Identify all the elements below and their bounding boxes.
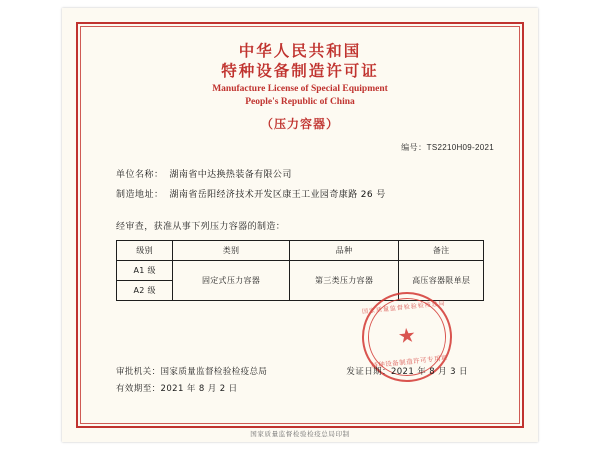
title-english-line1: Manufacture License of Special Equipment [212, 84, 388, 94]
field-list [88, 165, 512, 205]
field-label-address: 制造地址： [116, 190, 164, 200]
official-seal [358, 288, 457, 387]
seal-bottom-text: 特种设备制造许可专用章 [370, 353, 449, 370]
seal-top-text: 国家质量监督检验检疫总局 [361, 299, 447, 316]
title-chinese-line1: 中华人民共和国 [238, 42, 362, 60]
specification-table-wrapper [88, 240, 512, 301]
approval-statement: 经审查，获准从事下列压力容器的制造： [116, 222, 286, 232]
table-row [117, 261, 484, 281]
approver-value: 国家质量监督检验检疫总局 [160, 367, 268, 377]
field-row-company [116, 165, 492, 185]
certificate-number-row [88, 142, 512, 153]
issue-date-value: 2021 年 8 月 3 日 [390, 367, 468, 377]
issue-date-label: 发证日期： [346, 367, 391, 377]
table-cell-variety: 第三类压力容器 [289, 261, 399, 301]
certificate-number-label: 编号： [401, 143, 427, 152]
table-header-variety: 品种 [289, 241, 399, 261]
title-block [88, 42, 512, 132]
field-value-company: 湖南省中达换热装备有限公司 [169, 170, 292, 180]
title-chinese-line2: 特种设备制造许可证 [221, 62, 379, 80]
title-subtitle: （压力容器） [260, 117, 339, 131]
approver-label: 审批机关： [116, 367, 161, 377]
footer-row-approver [116, 364, 488, 381]
table-row [117, 281, 484, 301]
certificate-inner-area [88, 30, 512, 420]
footer-block [116, 364, 488, 398]
approver-line [116, 364, 267, 381]
table-header-note: 备注 [399, 241, 484, 261]
field-row-address [116, 185, 492, 205]
field-value-address: 湖南省岳阳经济技术开发区康王工业园奇康路 26 号 [169, 190, 386, 200]
table-cell-grade-1: A1 级 [117, 261, 173, 281]
validity-label: 有效期至： [116, 384, 161, 394]
seal-inner-ring [364, 294, 450, 380]
star-icon: ★ [396, 322, 418, 349]
certificate-number-value: TS2210H09-2021 [426, 143, 494, 152]
table-header-row [117, 241, 484, 261]
title-english-line2: People's Republic of China [245, 97, 355, 107]
table-header-grade: 级别 [117, 241, 173, 261]
validity-line [116, 381, 238, 398]
table-cell-category: 固定式压力容器 [173, 261, 290, 301]
certificate-paper [62, 8, 538, 442]
footer-row-validity [116, 381, 488, 398]
table-cell-grade-2: A2 级 [117, 281, 173, 301]
field-label-company: 单位名称： [116, 170, 164, 180]
printed-by-line: 国家质量监督检验检疫总局印制 [250, 430, 350, 438]
specification-table [116, 240, 484, 301]
table-header-category: 类别 [173, 241, 290, 261]
issue-date-line [346, 364, 488, 381]
validity-value: 2021 年 8 月 2 日 [160, 384, 238, 394]
table-cell-note: 高压容器限单层 [399, 261, 484, 301]
